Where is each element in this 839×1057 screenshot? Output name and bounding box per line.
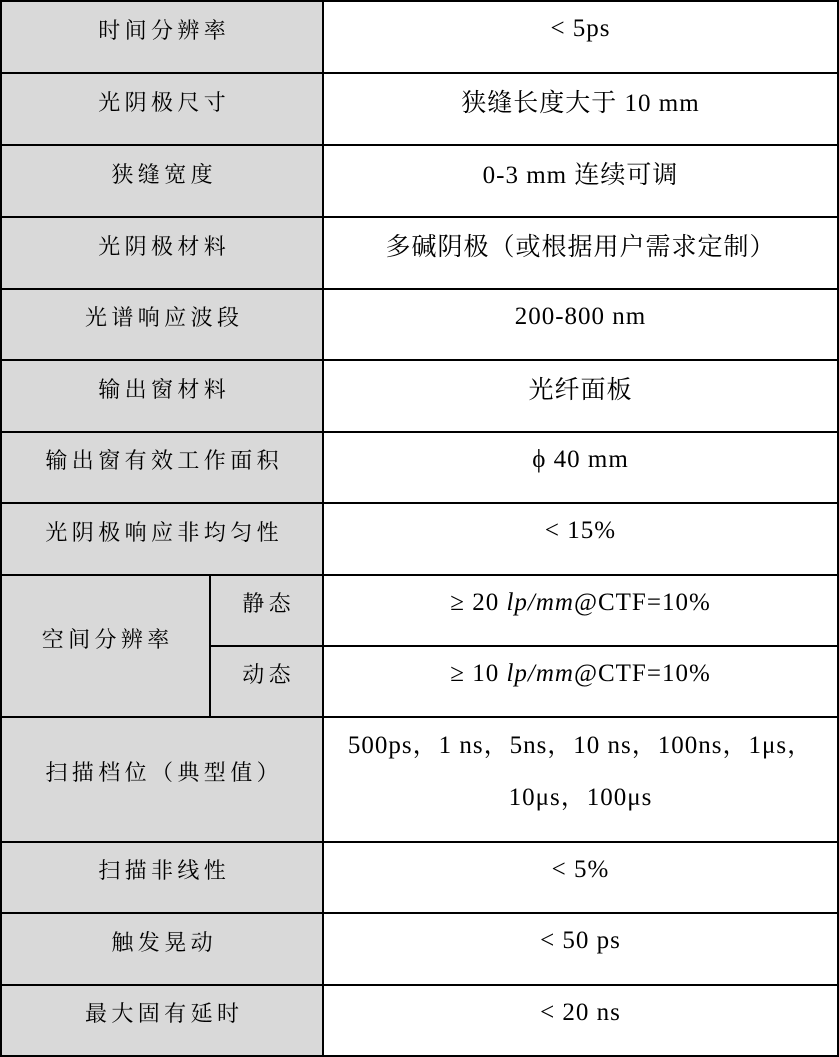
- param-label-response-nonuniformity: 光阴极响应非均匀性: [45, 519, 283, 545]
- param-label-spatial-resolution: 空间分辨率: [41, 626, 174, 652]
- param-value-spectral-response: 200-800 nm: [514, 302, 647, 330]
- param-label-photocathode-size: 光阴极尺寸: [98, 89, 231, 115]
- param-value-output-window-material: 光纤面板: [528, 377, 633, 404]
- param-label-cell: [2, 74, 322, 144]
- param-label-trigger-jitter: 触发晃动: [111, 929, 217, 955]
- param-value-cell: [324, 647, 837, 716]
- sub-label-cell: [211, 647, 322, 716]
- param-label-scan-settings: 扫描档位（典型值）: [45, 760, 283, 785]
- param-value-cell: [324, 361, 837, 431]
- value-unit: lp/mm: [506, 659, 574, 687]
- param-label-scan-nonlinearity: 扫描非线性: [98, 858, 231, 883]
- value-prefix: ≥ 10: [450, 659, 507, 687]
- param-value-cell: [324, 843, 837, 912]
- param-value-cell: [324, 146, 837, 216]
- param-label-cell: [2, 290, 322, 359]
- param-value-spatial-static: [450, 589, 711, 617]
- param-value-cell: [324, 504, 837, 574]
- param-label-cell: [2, 218, 322, 288]
- param-value-cell: [324, 914, 837, 984]
- param-value-cell: [324, 290, 837, 359]
- param-label-output-window-material: 输出窗材料: [98, 376, 231, 402]
- param-value-output-window-area: ϕ 40 mm: [532, 445, 629, 473]
- param-value-slit-width: 0-3 mm 连续可调: [482, 162, 679, 189]
- param-value-trigger-jitter: < 50 ps: [540, 927, 621, 954]
- param-value-scan-settings-line: 10μs，100μs: [508, 783, 653, 811]
- param-value-time-resolution: < 5ps: [550, 15, 611, 42]
- sub-label-dynamic: 动态: [242, 662, 296, 687]
- sub-label-static: 静态: [242, 591, 296, 616]
- param-value-response-nonuniformity: < 15%: [544, 517, 617, 544]
- param-label-output-window-area: 输出窗有效工作面积: [45, 448, 283, 473]
- param-label-cell: [2, 576, 209, 716]
- param-value-max-inherent-delay: < 20 ns: [540, 998, 621, 1026]
- param-value-cell: [324, 576, 837, 645]
- param-value-cell: [324, 986, 837, 1055]
- param-label-cell: [2, 914, 322, 984]
- param-label-cell: [2, 986, 322, 1055]
- param-value-cell: [324, 433, 837, 502]
- param-label-cell: [2, 361, 322, 431]
- param-label-max-inherent-delay: 最大固有延时: [84, 1001, 244, 1026]
- param-label-photocathode-material: 光阴极材料: [98, 233, 231, 259]
- value-unit: lp/mm: [506, 588, 574, 616]
- value-suffix: @CTF=10%: [573, 588, 711, 616]
- param-label-cell: [2, 504, 322, 574]
- param-value-photocathode-size: 狭缝长度大于 10 mm: [461, 90, 700, 117]
- param-value-cell: [324, 218, 837, 288]
- value-suffix: @CTF=10%: [573, 659, 711, 687]
- param-value-spatial-dynamic: [450, 660, 711, 688]
- param-value-scan-settings-line: 500ps，1 ns，5ns，10 ns，100ns，1μs，: [347, 731, 814, 759]
- param-value-scan-nonlinearity: < 5%: [551, 855, 610, 883]
- param-label-cell: [2, 843, 322, 912]
- param-value-cell: [324, 718, 837, 841]
- param-value-cell: [324, 74, 837, 144]
- param-value-photocathode-material: 多碱阴极（或根据用户需求定制）: [385, 234, 776, 261]
- sub-label-cell: [211, 576, 322, 645]
- param-label-cell: [2, 433, 322, 502]
- param-label-time-resolution: 时间分辨率: [98, 17, 231, 43]
- value-prefix: ≥ 20: [450, 588, 507, 616]
- param-value-cell: [324, 2, 837, 72]
- param-label-cell: [2, 2, 322, 72]
- param-label-slit-width: 狭缝宽度: [111, 161, 217, 187]
- param-label-spectral-response: 光谱响应波段: [84, 305, 244, 330]
- param-label-cell: [2, 146, 322, 216]
- param-label-cell: [2, 718, 322, 841]
